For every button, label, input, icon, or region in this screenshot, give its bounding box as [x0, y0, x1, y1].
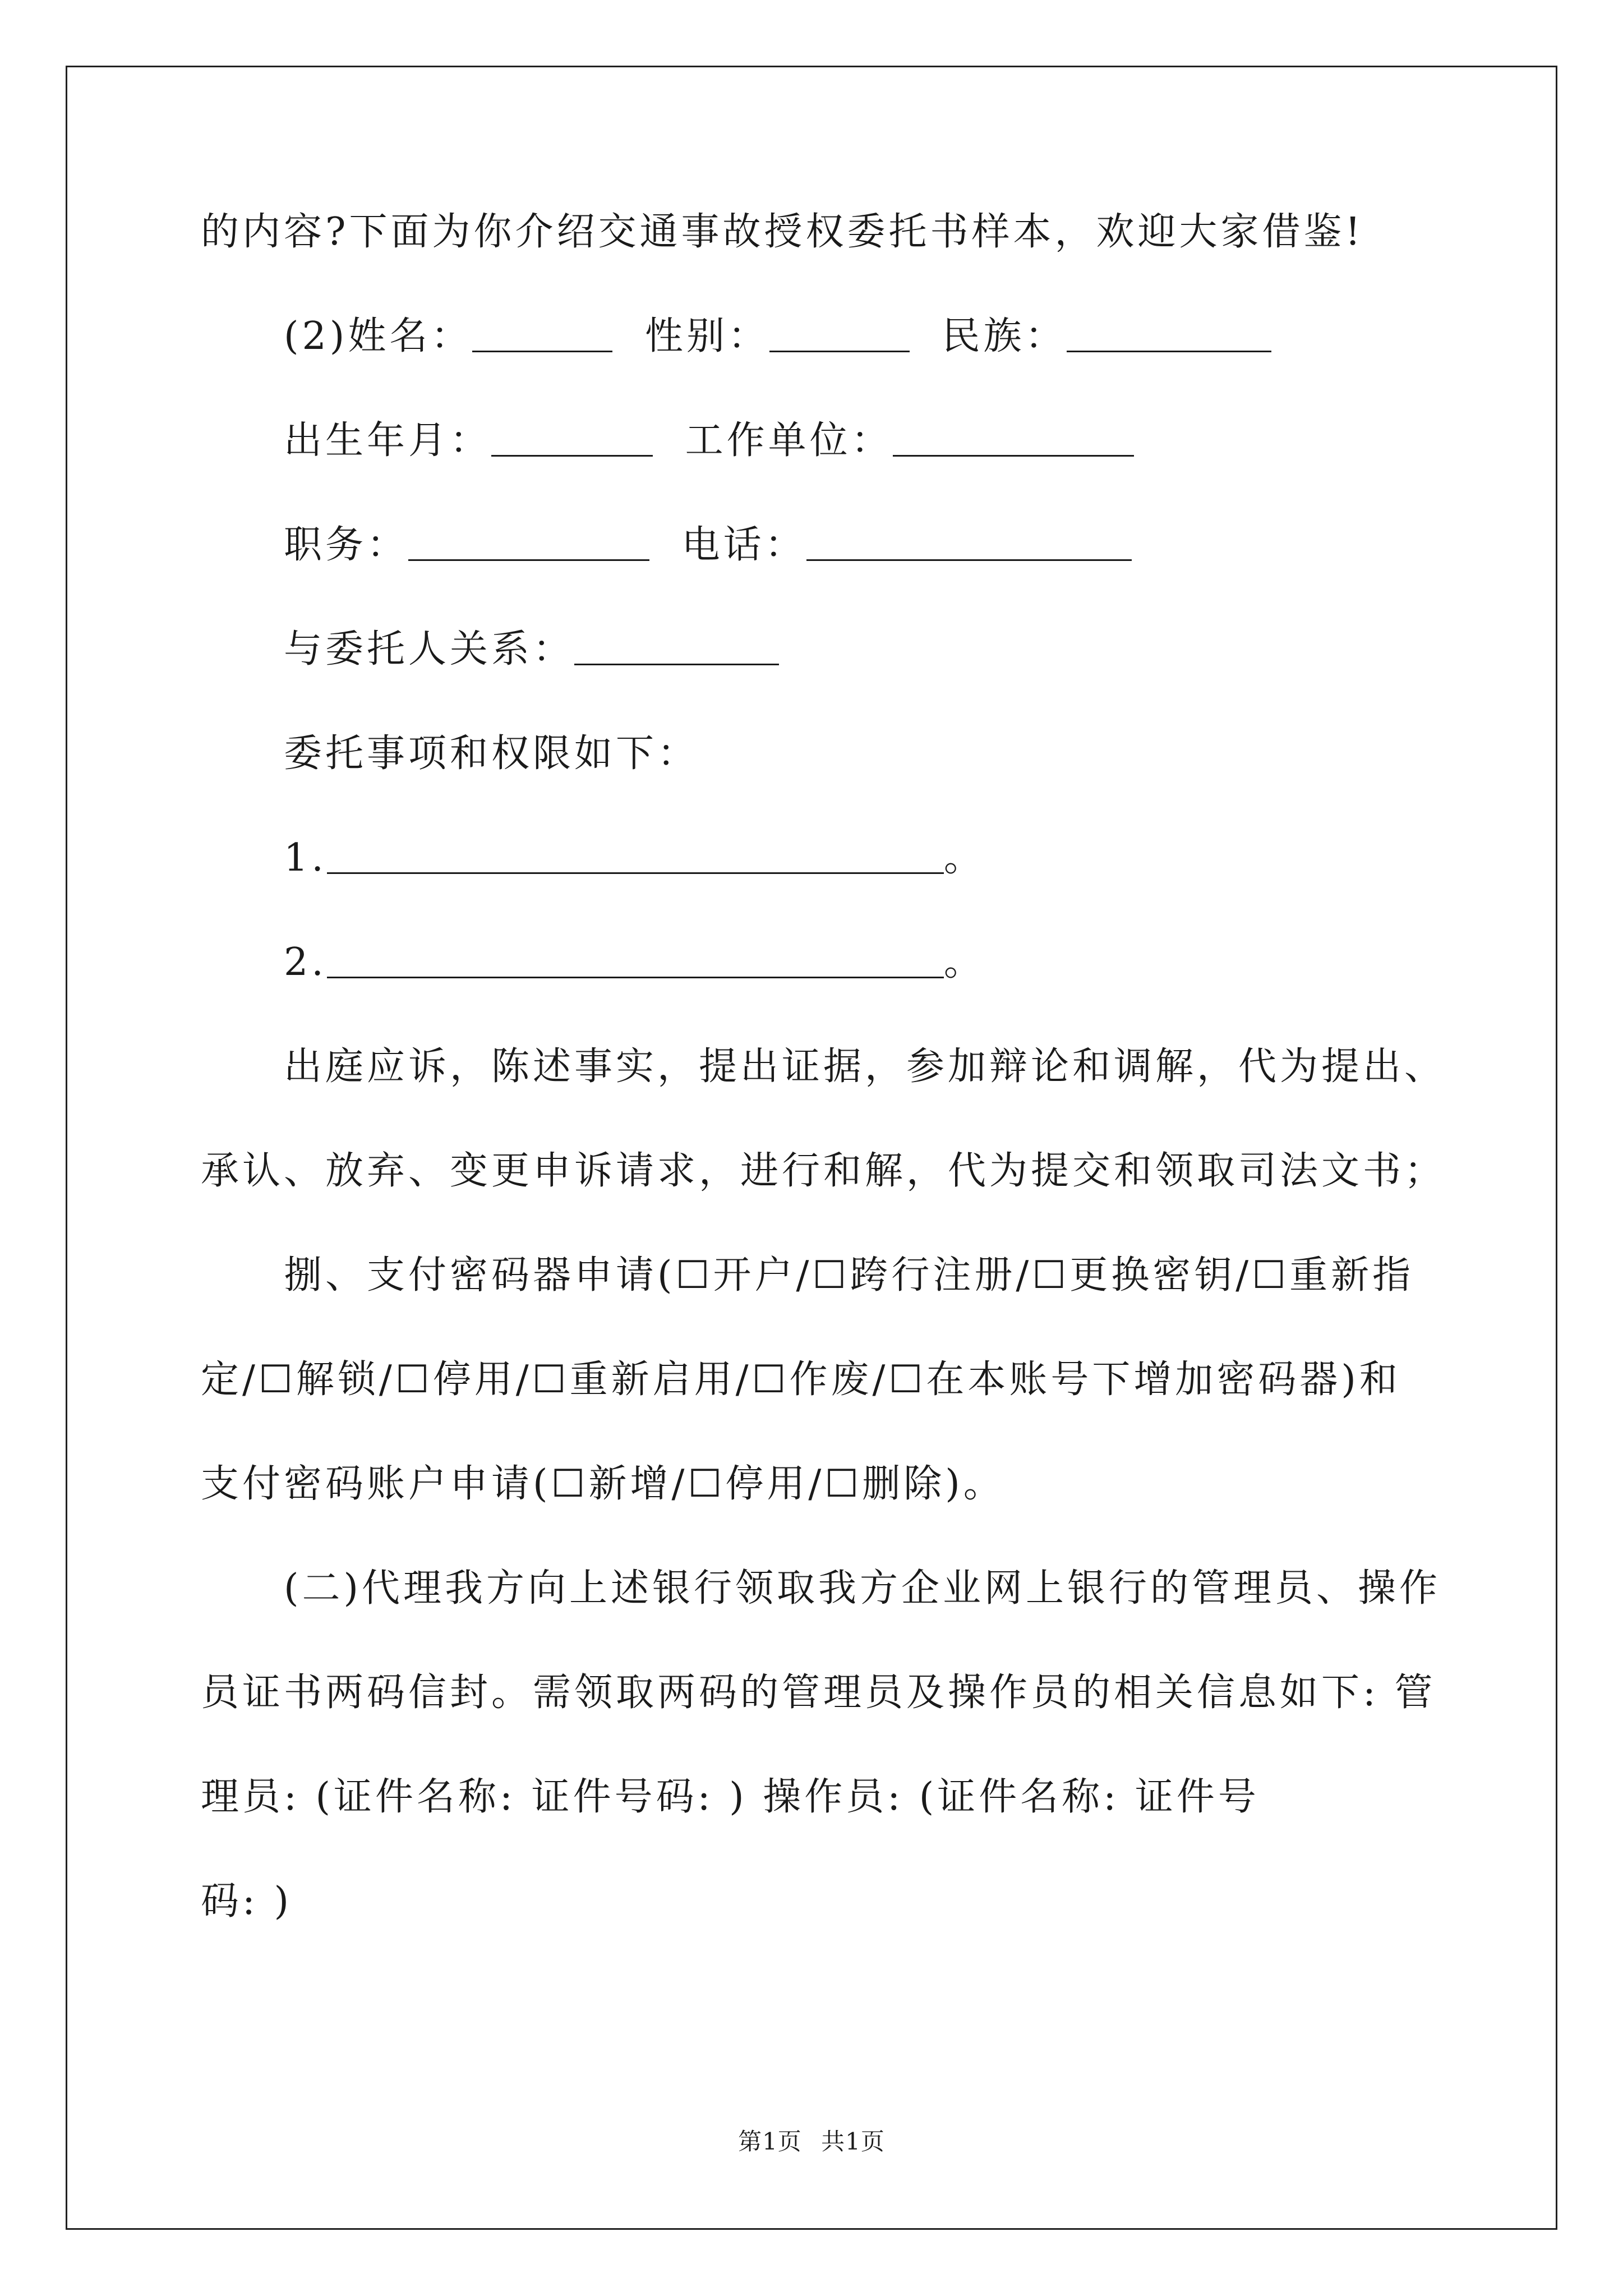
device-line-1: 捌、支付密码器申请(☐开户/☐跨行注册/☐更换密钥/☐重新指 [284, 1253, 1414, 1297]
fields-line-birth [201, 418, 1134, 463]
item-2-blank [327, 944, 944, 978]
page-footer [0, 2123, 1623, 2157]
page-total: 共1页 [821, 2128, 885, 2155]
litigation-line-2: 承认、放弃、变更申诉请求，进行和解，代为提交和领取司法文书； [201, 1149, 1446, 1193]
bank-line-2: 员证书两码信封。需领取两码的管理员及操作员的相关信息如下: 管 [201, 1671, 1436, 1715]
birth-label: 出生年月： [284, 418, 492, 463]
page-number: 第1页 [738, 2128, 802, 2155]
bank-line-4: 码: ) [201, 1879, 293, 1924]
phone-blank [806, 527, 1132, 561]
litigation-line-1: 出庭应诉，陈述事实，提出证据，参加辩论和调解，代为提出、 [284, 1045, 1446, 1089]
fields-line-position [201, 523, 1132, 567]
gender-label: 性别： [644, 314, 769, 358]
item-1-blank [327, 840, 944, 874]
bank-line-1: (二)代理我方向上述银行领取我方企业网上银行的管理员、操作 [284, 1566, 1441, 1611]
employer-label: 工作单位： [685, 418, 893, 463]
intro-line: 的内容?下面为你介绍交通事故授权委托书样本，欢迎大家借鉴! [201, 210, 1364, 254]
scope-heading: 委托事项和权限如下： [284, 731, 699, 776]
employer-blank [893, 422, 1134, 457]
bank-line-3: 理员: (证件名称: 证件号码: ) 操作员: (证件名称: 证件号 [201, 1775, 1260, 1819]
ethnicity-label: 民族： [942, 314, 1067, 358]
device-line-2: 定/☐解锁/☐停用/☐重新启用/☐作废/☐在本账号下增加密码器)和 [201, 1358, 1401, 1402]
item-1 [201, 836, 985, 880]
item-2 [201, 940, 985, 984]
item-1-number: 1. [284, 836, 327, 880]
birth-blank [491, 422, 653, 457]
gender-blank [769, 318, 910, 352]
ethnicity-blank [1067, 318, 1271, 352]
item-2-number: 2. [284, 940, 327, 984]
relation-blank [574, 631, 779, 665]
item-1-period: 。 [943, 836, 985, 880]
name-blank [472, 318, 612, 352]
name-label: (2)姓名： [284, 314, 473, 358]
item-2-period: 。 [943, 940, 985, 984]
fields-line-name [201, 314, 1271, 358]
relation-line [201, 627, 779, 671]
device-line-3: 支付密码账户申请(☐新增/☐停用/☐删除)。 [201, 1462, 1005, 1506]
phone-label: 电话： [681, 523, 806, 567]
position-blank [408, 527, 649, 561]
position-label: 职务： [284, 523, 409, 567]
relation-label: 与委托人关系： [284, 627, 575, 671]
